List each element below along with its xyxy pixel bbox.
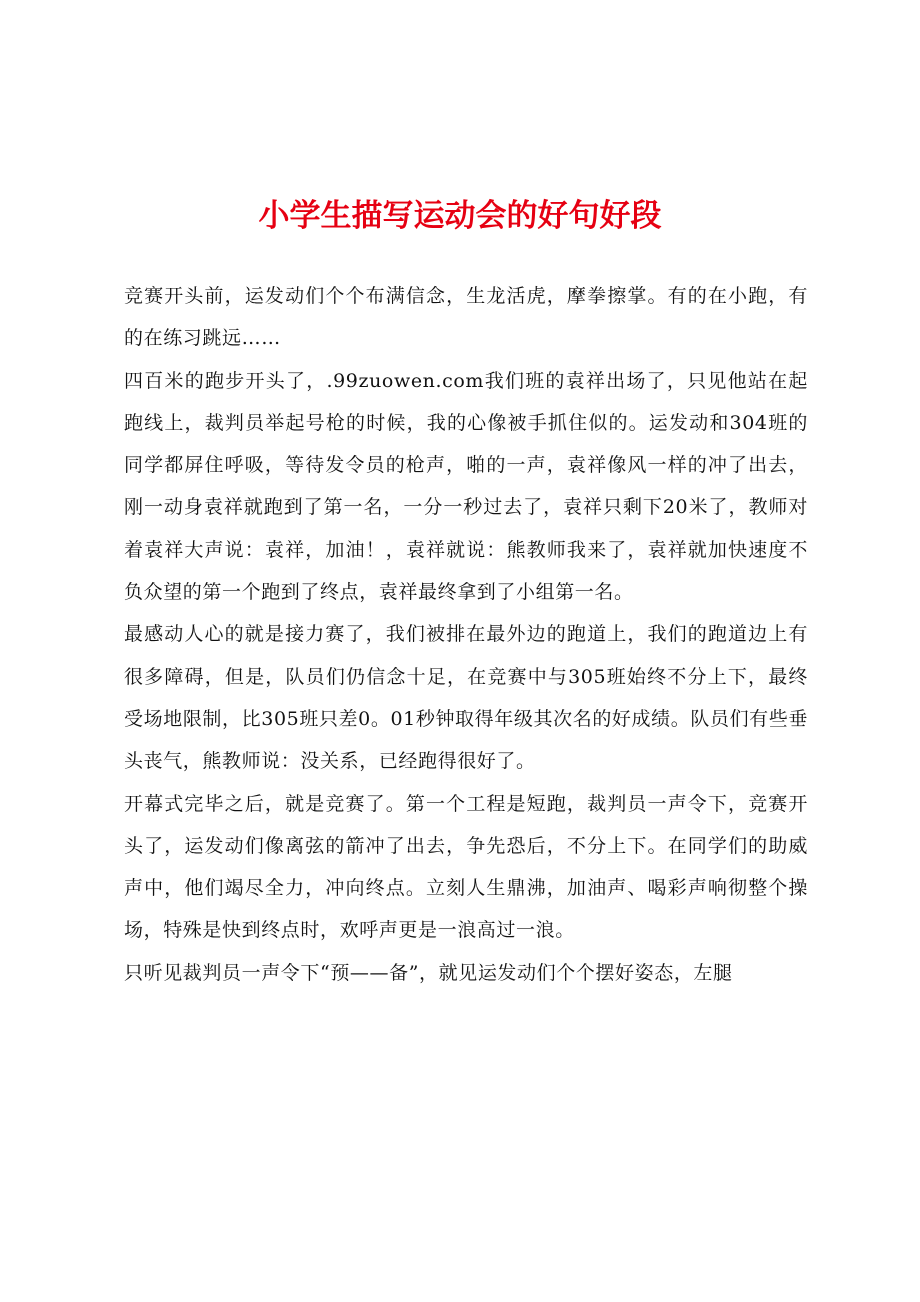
paragraph-2: 四百米的跑步开头了，.99zuowen.com我们班的袁祥出场了，只见他站在起跑线上，裁判员举起号枪的时候，我的心像被手抓住似的。运发动和304班的同学都屏住呼吸，等待发令员的枪声，啪的一声，袁祥像风一样的冲了出去，刚一动身袁祥就跑到了第一名，一分一秒过去了，袁祥只剩下20米了，教师对着袁祥大声说：袁祥，加油！，袁祥就说：熊教师我来了，袁祥就加快速度不负众望的第一个跑到了终点，袁祥最终拿到了小组第一名。 [124,369,808,604]
paragraph-5: 只听见裁判员一声令下“预——备”，就见运发动们个个摆好姿态，左腿 [124,961,733,984]
paragraph-3: 最感动人心的就是接力赛了，我们被排在最外边的跑道上，我们的跑道边上有很多障碍，但是，队员们仍信念十足，在竞赛中与305班始终不分上下，最终受场地限制，比305班只差0。01秒钟取得年级其次名的好成绩。队员们有些垂头丧气，熊教师说：没关系，已经跑得很好了。 [124,623,808,773]
document-title: 小学生描写运动会的好句好段 [258,198,662,234]
paragraph-4: 开幕式完毕之后，就是竞赛了。第一个工程是短跑，裁判员一声令下，竞赛开头了，运发动们像离弦的箭冲了出去，争先恐后，不分上下。在同学们的助威声中，他们竭尽全力，冲向终点。立刻人生鼎沸，加油声、喝彩声响彻整个操场，特殊是快到终点时，欢呼声更是一浪高过一浪。 [124,792,808,942]
document-body [124,275,808,994]
paragraph-1: 竞赛开头前，运发动们个个布满信念，生龙活虎，摩拳擦掌。有的在小跑，有的在练习跳远…… [124,285,808,350]
